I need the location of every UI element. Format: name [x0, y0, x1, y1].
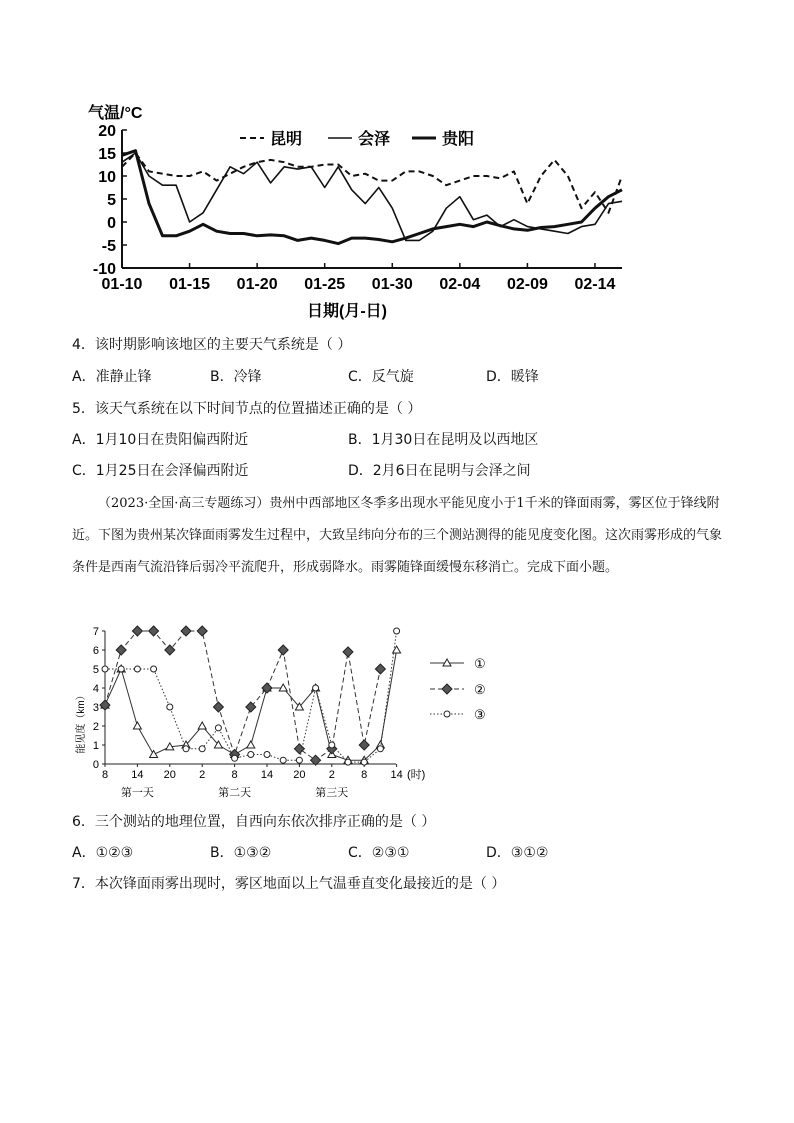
triangle-marker — [150, 751, 158, 758]
legend-label-1: ① — [474, 656, 486, 671]
x-tick-label: 02-14 — [574, 276, 616, 293]
y-tick-label: 0 — [92, 759, 99, 771]
circle-marker — [394, 628, 400, 634]
triangle-marker — [393, 646, 401, 653]
q5-option-d: D．2月6日在昆明与会泽之间 — [348, 463, 531, 479]
y-tick-label: 4 — [92, 683, 99, 695]
temperature-chart — [80, 98, 640, 323]
y-tick-label: -5 — [101, 238, 116, 255]
q4-option-a: A．准静止锋 — [72, 369, 152, 385]
q4-option-c: C．反气旋 — [348, 369, 414, 385]
x-tick-label: 14 — [260, 769, 274, 781]
legend-label-2: ② — [474, 682, 486, 697]
temperature-axis-label: 气温/°C — [88, 105, 143, 122]
circle-marker — [361, 759, 367, 765]
hour-unit-label: (时) — [407, 769, 426, 781]
question-6-stem: 6．三个测站的地理位置，自西向东依次排序正确的是（ ） — [72, 814, 436, 830]
circle-marker — [280, 757, 286, 763]
y-tick-label: 15 — [98, 146, 116, 163]
legend-label-3: 贵阳 — [442, 131, 475, 148]
circle-marker — [102, 666, 108, 672]
q4-option-d: D．暖锋 — [486, 369, 539, 385]
question-4-stem: 4．该时期影响该地区的主要天气系统是（ ） — [72, 337, 352, 353]
day-label: 第一天 — [120, 787, 154, 799]
q6-option-c: C．②③① — [348, 845, 410, 861]
y-tick-label: 10 — [98, 169, 116, 186]
x-tick-label: 01-30 — [371, 276, 413, 293]
y-tick-label: 1 — [92, 740, 99, 752]
circle-marker — [134, 666, 140, 672]
diamond-marker — [197, 626, 207, 636]
x-tick-label: 01-25 — [304, 276, 346, 293]
circle-marker — [377, 746, 383, 752]
y-tick-label: 2 — [92, 721, 99, 733]
legend-label-1: 昆明 — [270, 131, 303, 148]
x-tick-label: 01-20 — [236, 276, 278, 293]
temperature-legend — [240, 129, 474, 148]
diamond-marker — [278, 645, 288, 655]
x-tick-label: 02-09 — [506, 276, 548, 293]
x-tick-label: 8 — [361, 769, 368, 781]
circle-marker — [183, 746, 189, 752]
diamond-marker — [294, 744, 304, 754]
circle-marker — [296, 757, 302, 763]
circle-marker — [167, 704, 173, 710]
y-tick-label: 20 — [98, 123, 116, 140]
q6-option-a: A．①②③ — [72, 845, 134, 861]
diamond-marker — [375, 664, 385, 674]
q4-option-b: B．冷锋 — [210, 369, 262, 385]
q6-option-b: B．①③② — [210, 845, 272, 861]
circle-marker — [118, 666, 124, 672]
q5-option-b: B．1月30日在昆明及以西地区 — [348, 432, 539, 448]
diamond-marker — [149, 626, 159, 636]
x-tick-label: 2 — [199, 769, 206, 781]
x-tick-label: 8 — [231, 769, 238, 781]
y-tick-label: -10 — [92, 261, 116, 278]
circle-marker — [444, 711, 450, 717]
x-tick-label: 01-10 — [101, 276, 143, 293]
circle-marker — [313, 685, 319, 691]
visibility-axis-label: 能见度（km） — [76, 690, 87, 754]
question-7-stem: 7．本次锋面雨雾出现时，雾区地面以上气温垂直变化最接近的是（ ） — [72, 876, 506, 892]
series-line-1 — [122, 153, 622, 213]
circle-marker — [248, 752, 254, 758]
y-tick-label: 6 — [92, 645, 99, 657]
y-tick-label: 0 — [107, 215, 116, 232]
diamond-marker — [132, 626, 142, 636]
q5-option-a: A．1月10日在贵阳偏西附近 — [72, 432, 249, 448]
x-tick-label: 01-15 — [169, 276, 211, 293]
x-tick-label: 20 — [163, 769, 176, 781]
circle-marker — [345, 759, 351, 765]
x-tick-label: 02-04 — [439, 276, 481, 293]
diamond-marker — [442, 684, 452, 694]
y-tick-label: 5 — [92, 664, 99, 676]
diamond-marker — [213, 702, 223, 712]
visibility-chart — [72, 622, 512, 804]
passage-text: （2023·全国·高三专题练习）贵州中西部地区冬季多出现水平能见度小于1千米的锋面雨雾，雾区位于锋线附近。下图为贵州某次锋面雨雾发生过程中，大致呈纬向分布的三个测站测得的能见度变化图。这次雨雾形成的气象条件是西南气流沿锋后弱冷平流爬升，形成弱降水。雨雾随锋面缓慢东移消亡。完成下面小题。 — [72, 496, 723, 575]
legend-label-3: ③ — [474, 707, 486, 722]
day-label: 第三天 — [315, 787, 349, 799]
circle-marker — [199, 746, 205, 752]
diamond-marker — [116, 645, 126, 655]
y-tick-label: 3 — [92, 702, 99, 714]
diamond-marker — [181, 626, 191, 636]
diamond-marker — [359, 740, 369, 750]
q5-option-c: C．1月25日在会泽偏西附近 — [72, 463, 249, 479]
circle-marker — [264, 752, 270, 758]
y-tick-label: 7 — [92, 626, 99, 638]
triangle-marker — [247, 741, 255, 748]
y-tick-label: 5 — [107, 192, 116, 209]
legend-label-2: 会泽 — [358, 131, 391, 148]
triangle-marker — [133, 722, 141, 729]
triangle-marker — [198, 722, 206, 729]
circle-marker — [215, 725, 221, 731]
circle-marker — [329, 742, 335, 748]
day-label: 第二天 — [218, 787, 252, 799]
circle-marker — [151, 666, 157, 672]
visibility-legend — [430, 656, 486, 722]
x-tick-label: 8 — [101, 769, 109, 781]
x-tick-label: 20 — [293, 769, 306, 781]
q6-option-d: D．③①② — [486, 845, 549, 861]
x-tick-label: 14 — [390, 769, 403, 781]
diamond-marker — [343, 647, 353, 657]
date-axis-label: 日期(月-日) — [307, 303, 387, 320]
question-5-stem: 5．该天气系统在以下时间节点的位置描述正确的是（ ） — [72, 401, 422, 417]
x-tick-label: 14 — [131, 769, 144, 781]
circle-marker — [232, 755, 238, 761]
x-tick-label: 2 — [328, 769, 335, 781]
